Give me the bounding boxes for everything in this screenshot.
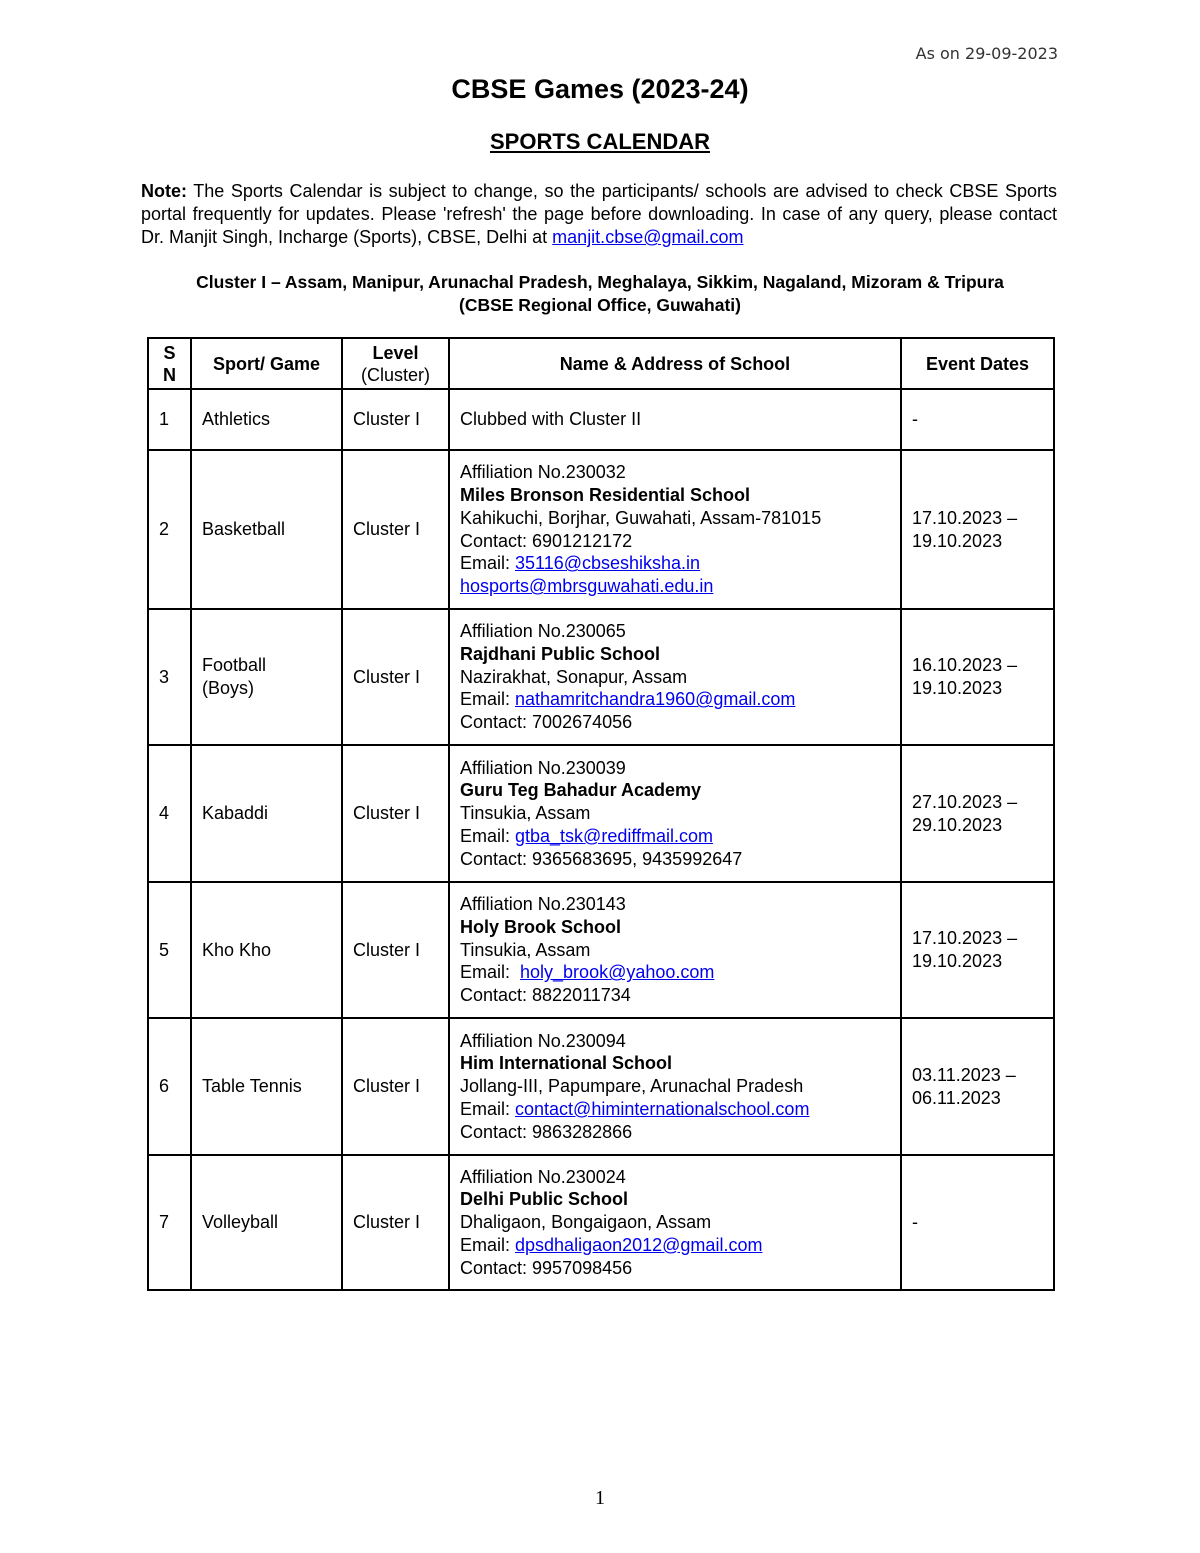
page-title: CBSE Games (2023-24)	[451, 74, 749, 104]
header-sport: Sport/ Game	[191, 338, 342, 389]
school-name: Holy Brook School	[460, 916, 622, 937]
school-name: Him International School	[460, 1053, 673, 1074]
school-email-line: Email: nathamritchandra1960@gmail.com	[460, 689, 796, 710]
row-dates: 16.10.2023 – 19.10.2023	[901, 609, 1054, 745]
row-sport: Kho Kho	[191, 882, 342, 1018]
header-level: Level (Cluster)	[342, 338, 449, 389]
school-email-line	[460, 575, 890, 598]
cluster-states: Cluster I – Assam, Manipur, Arunachal Pradesh, Meghalaya, Sikkim, Nagaland, Mizoram & Tripura	[196, 272, 1004, 292]
school-name: Guru Teg Bahadur Academy	[460, 780, 702, 801]
table-header-row	[148, 338, 1054, 389]
row-school	[449, 882, 901, 1018]
school-address: Nazirakhat, Sonapur, Assam	[460, 666, 688, 687]
row-sport: Kabaddi	[191, 745, 342, 882]
table-row	[148, 450, 1054, 609]
row-dates: 27.10.2023 – 29.10.2023	[901, 745, 1054, 882]
row-level: Cluster I	[342, 450, 449, 609]
row-school: Clubbed with Cluster II	[449, 389, 901, 450]
header-dates: Event Dates	[901, 338, 1054, 389]
affiliation-number: Affiliation No.230032	[460, 462, 626, 483]
cluster-office: (CBSE Regional Office, Guwahati)	[459, 295, 741, 315]
row-dates: 17.10.2023 – 19.10.2023	[901, 450, 1054, 609]
affiliation-number: Affiliation No.230024	[460, 1166, 626, 1187]
row-school	[449, 609, 901, 745]
affiliation-number: Affiliation No.230094	[460, 1030, 626, 1051]
school-email-line: Email: dpsdhaligaon2012@gmail.com	[460, 1234, 763, 1255]
school-address: Kahikuchi, Borjhar, Guwahati, Assam-781015	[460, 507, 822, 528]
table-row	[148, 1018, 1054, 1155]
row-dates: -	[901, 1155, 1054, 1290]
row-sn: 3	[148, 609, 191, 745]
school-email-link[interactable]: contact@himinternationalschool.com	[515, 1098, 810, 1119]
row-school	[449, 450, 901, 609]
school-contact: Contact: 6901212172	[460, 530, 633, 551]
row-sn: 1	[148, 389, 191, 450]
row-sn: 4	[148, 745, 191, 882]
school-address: Tinsukia, Assam	[460, 939, 591, 960]
school-email-link[interactable]: 35116@cbseshiksha.in	[515, 553, 701, 574]
school-contact: Contact: 9365683695, 9435992647	[460, 848, 743, 869]
row-level: Cluster I	[342, 1018, 449, 1155]
header-school: Name & Address of School	[449, 338, 901, 389]
school-contact: Contact: 7002674056	[460, 712, 633, 733]
row-dates: 03.11.2023 – 06.11.2023	[901, 1018, 1054, 1155]
table-row	[148, 882, 1054, 1018]
row-sport: Table Tennis	[191, 1018, 342, 1155]
school-address: Jollang-III, Papumpare, Arunachal Pradesh	[460, 1076, 804, 1097]
school-email-line: Email: 35116@cbseshiksha.in	[460, 553, 701, 574]
school-address: Dhaligaon, Bongaigaon, Assam	[460, 1212, 712, 1233]
sports-calendar-table	[147, 337, 1055, 1291]
note-label: Note:	[141, 181, 187, 201]
school-email-line: Email: holy_brook@yahoo.com	[460, 962, 715, 983]
row-level: Cluster I	[342, 1155, 449, 1290]
school-contact: Contact: 9957098456	[460, 1257, 633, 1278]
note-paragraph	[141, 180, 1057, 249]
school-address: Tinsukia, Assam	[460, 803, 591, 824]
school-email-line: Email: gtba_tsk@rediffmail.com	[460, 825, 714, 846]
school-contact: Contact: 8822011734	[460, 985, 631, 1006]
header-sn: S N	[148, 338, 191, 389]
row-sn: 2	[148, 450, 191, 609]
school-name: Rajdhani Public School	[460, 643, 661, 664]
row-level: Cluster I	[342, 609, 449, 745]
row-sport: Athletics	[191, 389, 342, 450]
row-sport: Football (Boys)	[191, 609, 342, 745]
row-sport: Basketball	[191, 450, 342, 609]
row-school	[449, 1155, 901, 1290]
school-contact: Contact: 9863282866	[460, 1121, 633, 1142]
page-subtitle: SPORTS CALENDAR	[489, 129, 710, 154]
school-email-line: Email: contact@himinternationalschool.com	[460, 1098, 810, 1119]
school-email-link[interactable]: nathamritchandra1960@gmail.com	[515, 689, 796, 710]
row-sn: 6	[148, 1018, 191, 1155]
school-email-link[interactable]: gtba_tsk@rediffmail.com	[515, 825, 714, 846]
school-name: Delhi Public School	[460, 1189, 629, 1210]
table-row	[148, 1155, 1054, 1290]
row-level: Cluster I	[342, 745, 449, 882]
affiliation-number: Affiliation No.230039	[460, 757, 626, 778]
row-dates: 17.10.2023 – 19.10.2023	[901, 882, 1054, 1018]
affiliation-number: Affiliation No.230065	[460, 621, 626, 641]
row-sport: Volleyball	[191, 1155, 342, 1290]
row-level: Cluster I	[342, 389, 449, 450]
table-row	[148, 609, 1054, 745]
contact-email-link[interactable]: manjit.cbse@gmail.com	[552, 227, 744, 247]
table-row	[148, 745, 1054, 882]
school-email-link[interactable]: dpsdhaligaon2012@gmail.com	[515, 1234, 763, 1255]
row-school	[449, 745, 901, 882]
row-school	[449, 1018, 901, 1155]
row-level: Cluster I	[342, 882, 449, 1018]
affiliation-number: Affiliation No.230143	[460, 894, 626, 914]
note-text: The Sports Calendar is subject to change, so the participants/ schools are advised to check CBSE Sports portal frequently for updates. Please 'refresh' the page before downloading. In case of any query, please contact Dr. Manjit Singh, Incharge (Sports), CBSE, Delhi at	[141, 181, 1057, 247]
school-email-link[interactable]: hosports@mbrsguwahati.edu.in	[460, 576, 714, 597]
page-number: 1	[595, 1487, 605, 1509]
table-row	[148, 389, 1054, 450]
school-name: Miles Bronson Residential School	[460, 484, 751, 505]
row-sn: 5	[148, 882, 191, 1018]
row-sn: 7	[148, 1155, 191, 1290]
cluster-heading	[0, 271, 1200, 317]
row-dates: -	[901, 389, 1054, 450]
school-email-link[interactable]: holy_brook@yahoo.com	[520, 962, 715, 983]
as-on-date: As on 29-09-2023	[915, 44, 1058, 63]
